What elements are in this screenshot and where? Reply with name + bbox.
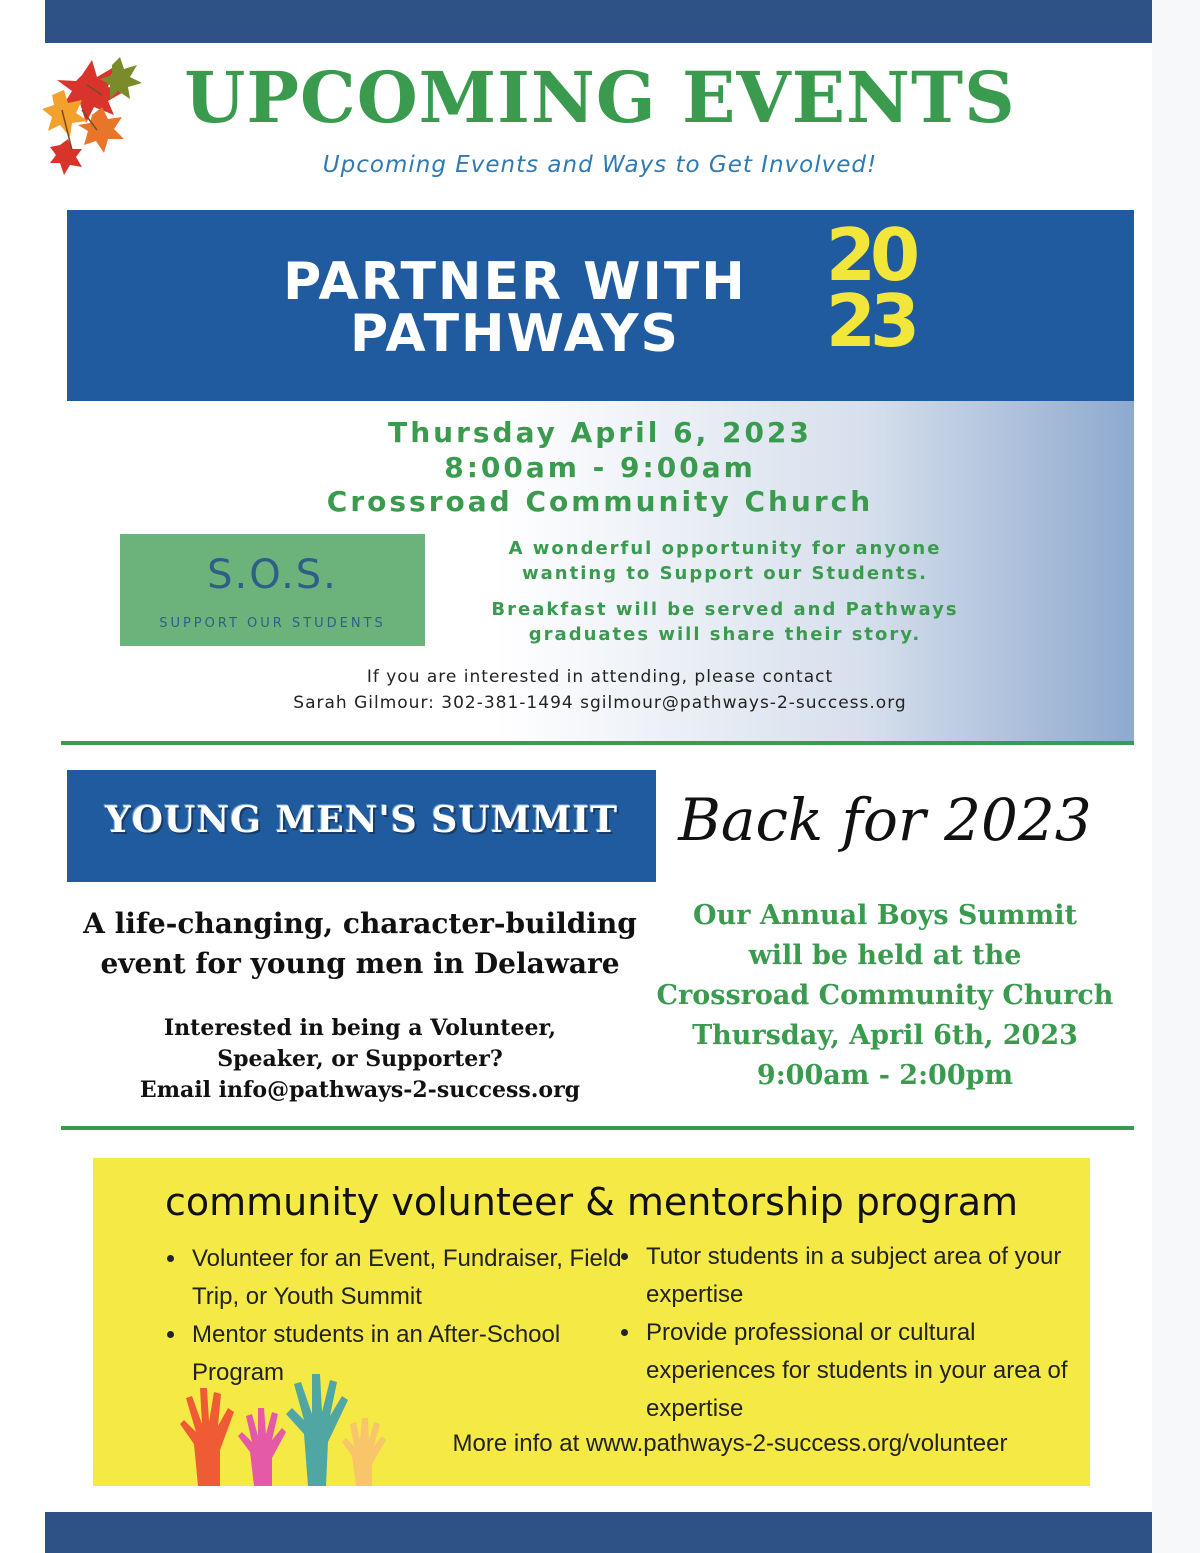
summit-info-line1: Our Annual Boys Summit xyxy=(693,900,1077,931)
summit-event-info xyxy=(640,896,1130,1096)
summit-description-line1: A life-changing, character-building xyxy=(83,907,637,940)
summit-tagline: Back for 2023 xyxy=(678,786,1092,854)
partner-heading-line1: PARTNER WITH xyxy=(283,252,747,312)
contact-intro: If you are interested in attending, please contact xyxy=(366,667,834,687)
summit-description xyxy=(70,904,650,984)
partner-description-1-line2: wanting to Support our Students. xyxy=(522,563,928,584)
summit-info-location: Crossroad Community Church xyxy=(656,980,1114,1011)
partner-description-2-line2: graduates will share their story. xyxy=(528,624,922,645)
page-edge-shade xyxy=(1152,0,1200,1553)
autumn-leaves-icon xyxy=(42,55,157,175)
summit-volunteer-email: Email info@pathways-2-success.org xyxy=(139,1077,581,1103)
summit-volunteer-line1: Interested in being a Volunteer, xyxy=(163,1015,557,1041)
list-item: • Provide professional or cultural experiences for students in your area of expertise xyxy=(642,1314,1082,1428)
page-title: UPCOMING EVENTS xyxy=(184,56,1016,139)
summit-volunteer-call xyxy=(70,1013,650,1106)
partner-description-1-line1: A wonderful opportunity for anyone xyxy=(508,538,942,559)
list-item: • Volunteer for an Event, Fundraiser, Field Trip, or Youth Summit xyxy=(188,1240,628,1316)
year-top: 20 xyxy=(825,213,915,297)
list-item: • Tutor students in a subject area of your expertise xyxy=(642,1238,1082,1314)
contact-details: Sarah Gilmour: 302-381-1494 sgilmour@pathways-2-success.org xyxy=(293,693,907,713)
partner-description-1 xyxy=(445,536,1005,586)
partner-description-2 xyxy=(445,597,1005,647)
sos-logo-main: S.O.S. xyxy=(207,552,338,598)
partner-heading xyxy=(190,252,840,364)
partner-description-2-line1: Breakfast will be served and Pathways xyxy=(491,599,959,620)
bottom-border-bar xyxy=(45,1512,1152,1553)
volunteer-list-right xyxy=(614,1238,1082,1428)
partner-heading-line2: PATHWAYS xyxy=(350,304,680,364)
year-graphic xyxy=(810,213,930,363)
partner-date: Thursday April 6, 2023 xyxy=(388,416,812,449)
summit-info-time: 9:00am - 2:00pm xyxy=(756,1060,1014,1091)
top-border-bar xyxy=(45,0,1152,43)
raised-hands-icon xyxy=(176,1374,391,1486)
page-subtitle: Upcoming Events and Ways to Get Involved! xyxy=(322,152,878,178)
summit-info-line2: will be held at the xyxy=(748,940,1022,971)
volunteer-heading: community volunteer & mentorship program xyxy=(165,1180,1018,1224)
summit-volunteer-line2: Speaker, or Supporter? xyxy=(217,1046,503,1072)
more-info-link[interactable]: More info at www.pathways-2-success.org/volunteer xyxy=(452,1430,1008,1457)
volunteer-list-left xyxy=(160,1240,628,1392)
partner-location: Crossroad Community Church xyxy=(326,485,874,518)
summit-description-line2: event for young men in Delaware xyxy=(100,947,620,980)
sos-logo-sub: SUPPORT OUR STUDENTS xyxy=(159,616,386,631)
year-bottom: 23 xyxy=(825,279,915,363)
partner-time: 8:00am - 9:00am xyxy=(444,451,756,484)
summit-title: YOUNG MEN'S SUMMIT xyxy=(104,799,619,841)
section-divider-2 xyxy=(61,1126,1134,1130)
summit-info-date: Thursday, April 6th, 2023 xyxy=(692,1020,1078,1051)
list-item: • Mentor students in an After-School Program xyxy=(188,1316,628,1392)
section-divider-1 xyxy=(61,741,1134,745)
